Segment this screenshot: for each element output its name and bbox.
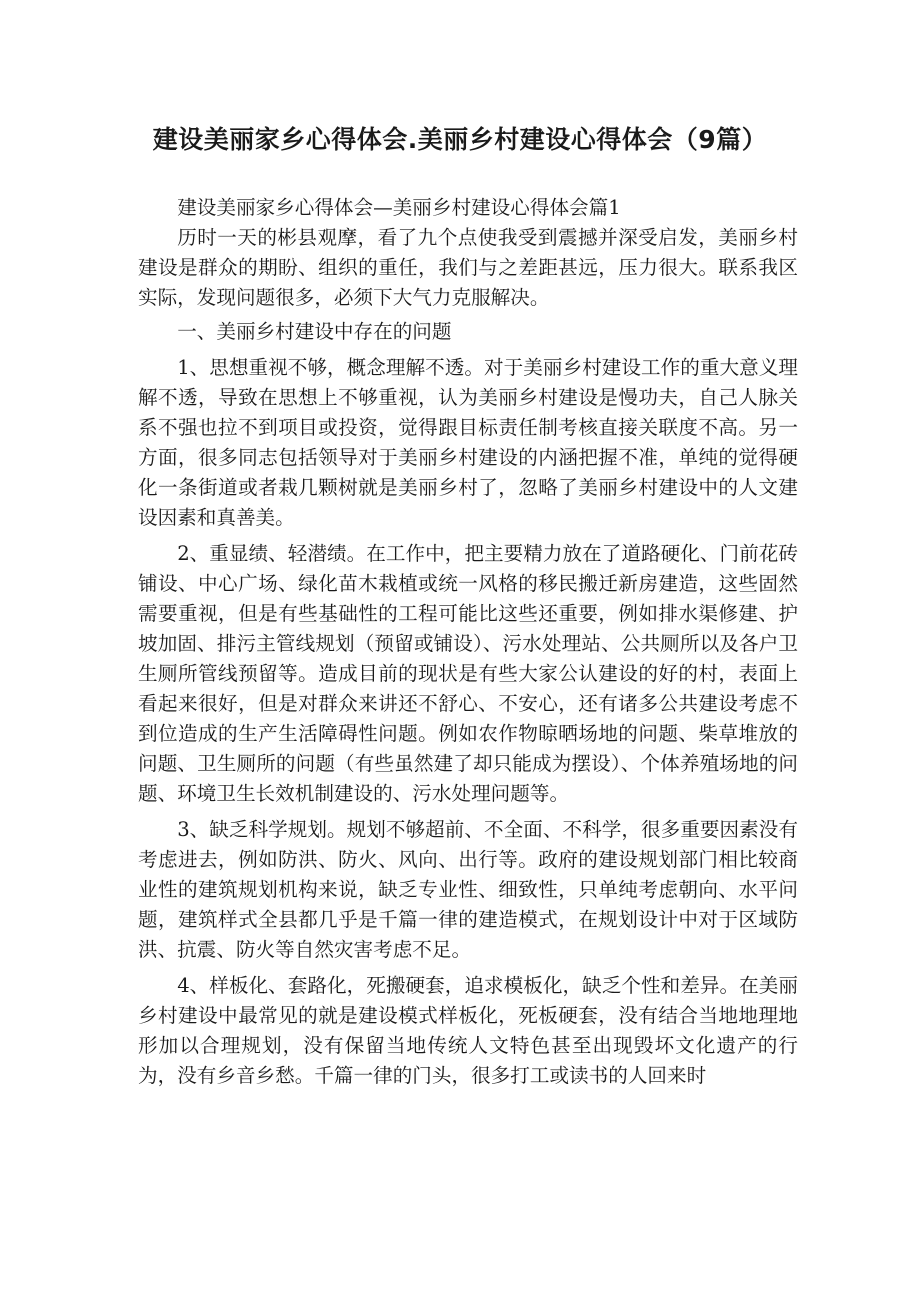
document-title: 建设美丽家乡心得体会.美丽乡村建设心得体会（9篇） [152,125,768,154]
paragraph-point-1: 1、思想重视不够，概念理解不透。对于美丽乡村建设工作的重大意义理解不透，导致在思想上不够重视，认为美丽乡村建设是慢功夫，自己人脉关系不强也拉不到项目或投资，觉得跟目标责任制考核直接关联度不高。另一方面，很多同志包括领导对于美丽乡村建设的内涵把握不准，单纯的觉得硬化一条街道或者栽几颗树就是美丽乡村了，忽略了美丽乡村建设中的人文建设因素和真善美。 [138,356,798,529]
document-body [138,193,798,1091]
paragraph-point-4: 4、样板化、套路化，死搬硬套，追求模板化，缺乏个性和差异。在美丽乡村建设中最常见的就是建设模式样板化，死板硬套，没有结合当地地理地形加以合理规划，没有保留当地传统人文特色甚至出现毁坏文化遗产的行为，没有乡音乡愁。千篇一律的门头，很多打工或读书的人回来时 [138,974,798,1087]
section-heading-problems: 一、美丽乡村建设中存在的问题 [177,320,452,343]
paragraph-point-2: 2、重显绩、轻潜绩。在工作中，把主要精力放在了道路硬化、门前花砖铺设、中心广场、绿化苗木栽植或统一风格的移民搬迁新房建造，这些固然需要重视，但是有些基础性的工程可能比这些还重要，例如排水渠修建、护坡加固、排污主管线规划（预留或铺设）、污水处理站、公共厕所以及各户卫生厕所管线预留等。造成目前的现状是有些大家公认建设的好的村，表面上看起来很好，但是对群众来讲还不舒心、不安心，还有诸多公共建设考虑不到位造成的生产生活障碍性问题。例如农作物晾晒场地的问题、柴草堆放的问题、卫生厕所的问题（有些虽然建了却只能成为摆设）、个体养殖场地的问题、环境卫生长效机制建设的、污水处理问题等。 [138,542,798,805]
paragraph-point-3: 3、缺乏科学规划。规划不够超前、不全面、不科学，很多重要因素没有考虑进去，例如防洪、防火、风向、出行等。政府的建设规划部门相比较商业性的建筑规划机构来说，缺乏专业性、细致性，只单纯考虑朝向、水平问题，建筑样式全县都几乎是千篇一律的建造模式，在规划设计中对于区域防洪、抗震、防火等自然灾害考虑不足。 [138,818,798,961]
paragraph-intro: 历时一天的彬县观摩，看了九个点使我受到震撼并深受启发，美丽乡村建设是群众的期盼、组织的重任，我们与之差距甚远，压力很大。联系我区实际，发现问题很多，必须下大气力克服解决。 [138,226,798,309]
section-subtitle: 建设美丽家乡心得体会—美丽乡村建设心得体会篇1 [177,196,621,219]
